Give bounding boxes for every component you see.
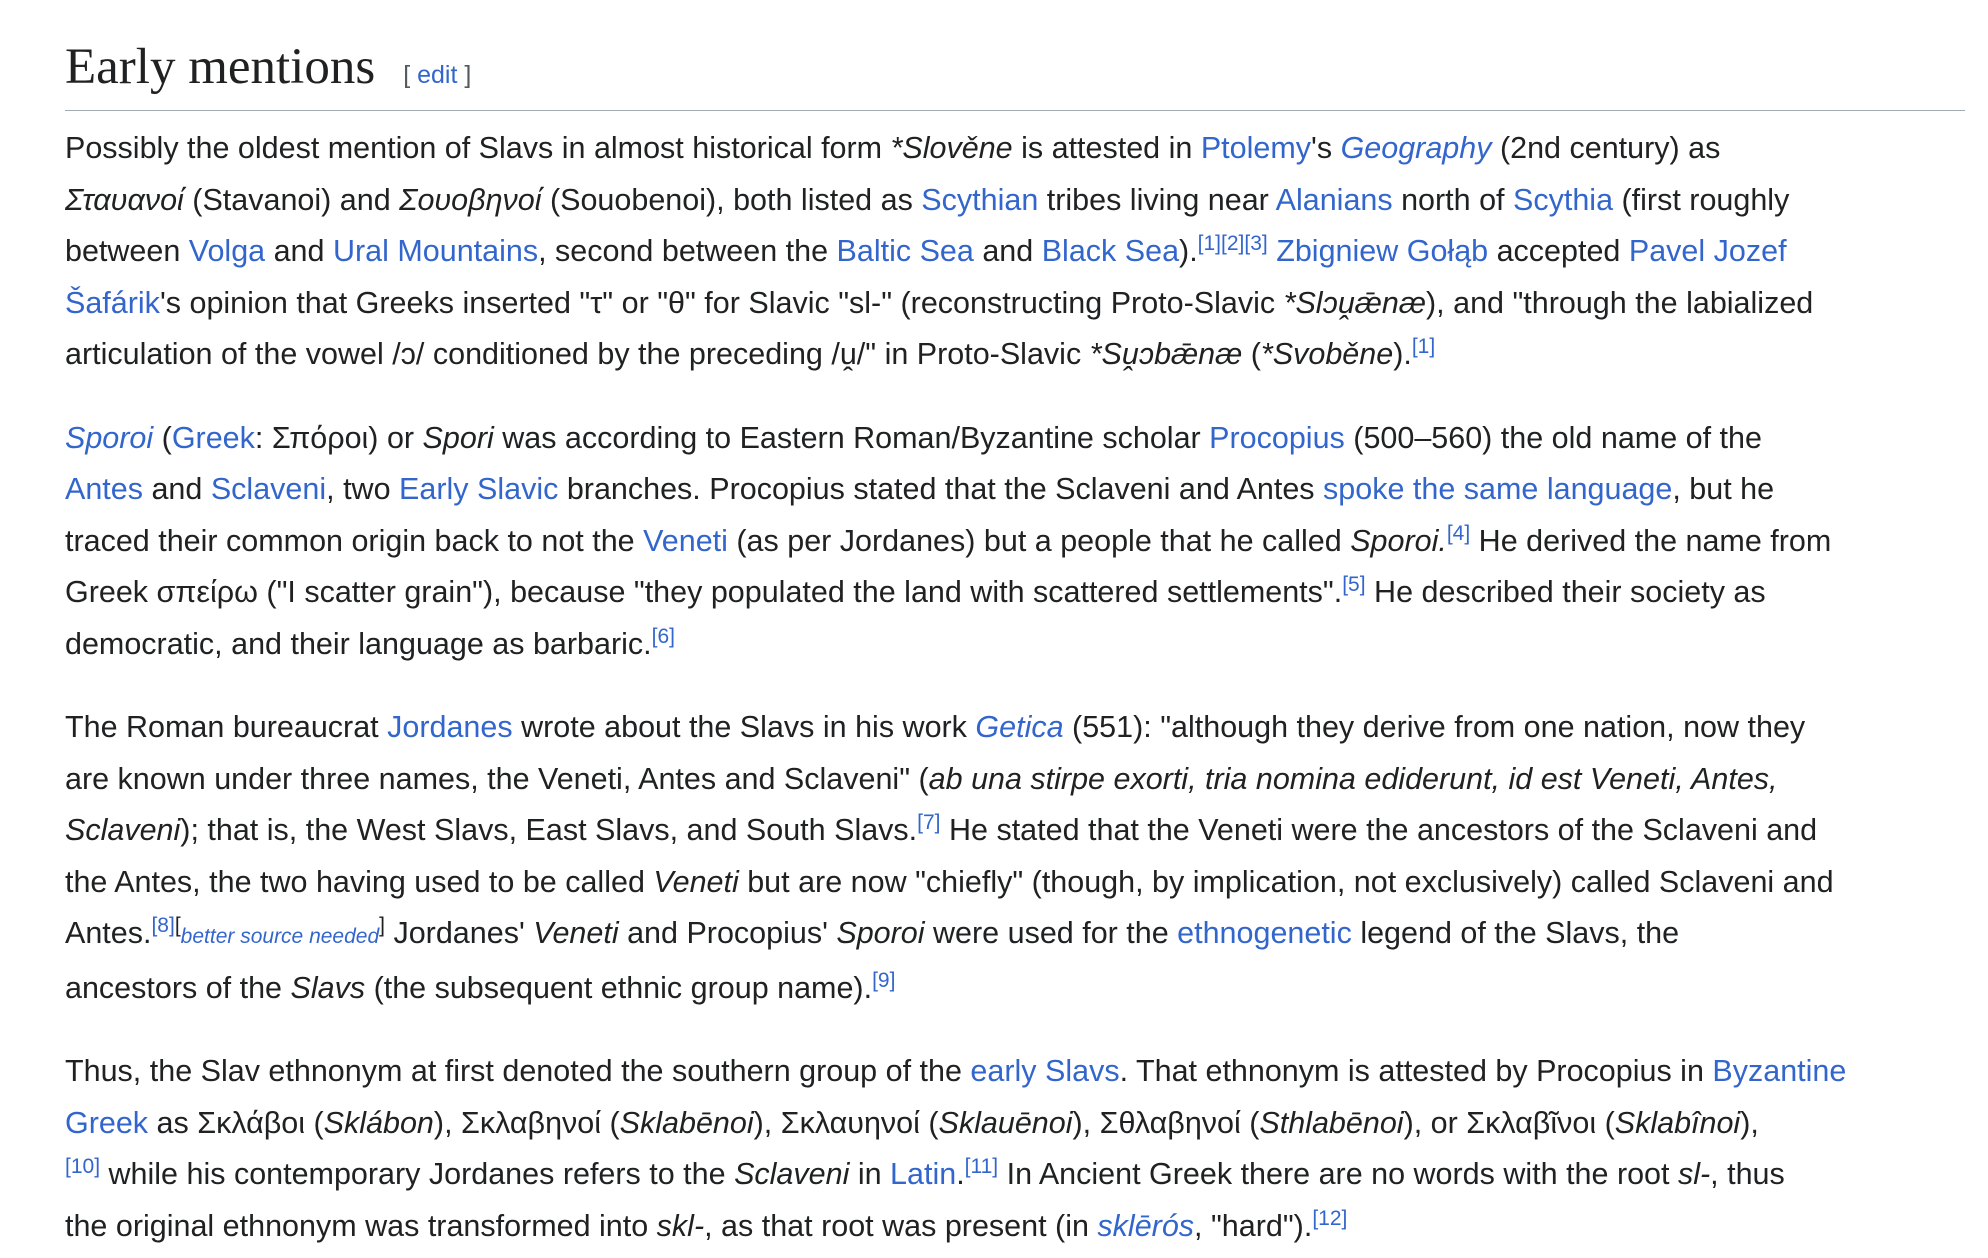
citation-ref[interactable]: [9] (872, 968, 896, 992)
link-volga[interactable]: Volga (188, 234, 266, 269)
paragraph-line: the original ethnonym was transformed into skl-, as that root was present (in sklērós, "hard").[12] (65, 1206, 1348, 1243)
paragraph-3 (65, 702, 1965, 1014)
citation-ref[interactable]: [11] (964, 1155, 999, 1179)
better-source-needed-link[interactable]: better source needed (180, 925, 380, 949)
link-scythia[interactable]: Scythia (1513, 182, 1614, 217)
paragraph-line: Antes and Sclaveni, two Early Slavic branches. Procopius stated that the Sclaveni and Antes spoke the same language, but he (65, 472, 1775, 507)
paragraph-4 (65, 1046, 1965, 1252)
link-byzantine-greek[interactable]: Byzantine (1712, 1054, 1847, 1089)
link-ural-mountains[interactable]: Ural Mountains (332, 234, 539, 269)
paragraph-line: Greek as Σκλάβοι (Sklábon), Σκλαβηνοί (Sklabēnoi), Σκλαυηνοί (Sklauēnoi), Σθλαβηνοί (Sthlabēnoi), or Σκλαβῖνοι (Sklabînoi), (65, 1105, 1759, 1140)
link-pavel-jozef-safarik[interactable]: Pavel Jozef (1628, 234, 1787, 269)
citation-ref[interactable]: [1][2][3] (1197, 232, 1268, 256)
section-title: Early mentions (65, 39, 376, 95)
link-greek[interactable]: Greek (171, 420, 255, 455)
link-same-language[interactable]: spoke the same language (1323, 472, 1673, 507)
link-ptolemy[interactable]: Ptolemy (1200, 131, 1312, 166)
link-alanians[interactable]: Alanians (1275, 182, 1393, 217)
paragraph-line: between Volga and Ural Mountains, second between the Baltic Sea and Black Sea).[1][2][3] Zbigniew Gołąb accepted Pavel Jozef (65, 232, 1787, 269)
paragraph-line: Possibly the oldest mention of Slavs in almost historical form *Slověne is attested in Ptolemy's Geography (2nd century) as (65, 131, 1721, 166)
link-latin[interactable]: Latin (890, 1157, 957, 1192)
paragraph-1 (65, 123, 1965, 381)
paragraph-line: The Roman bureaucrat Jordanes wrote about the Slavs in his work Getica (551): "although they derive from one nation, now they (65, 710, 1806, 745)
link-zbigniew-golab[interactable]: Zbigniew Gołąb (1276, 234, 1489, 269)
link-skleros[interactable]: sklērós (1097, 1208, 1195, 1243)
citation-ref[interactable]: [5] (1342, 573, 1366, 597)
link-ethnogenetic[interactable]: ethnogenetic (1177, 916, 1352, 951)
paragraph-line: [10] while his contemporary Jordanes refers to the Sclaveni in Latin.[11] In Ancient Greek there are no words with the root sl-, thus (65, 1155, 1785, 1192)
link-getica[interactable]: Getica (975, 710, 1064, 745)
link-procopius[interactable]: Procopius (1209, 420, 1345, 455)
citation-ref[interactable]: [7] (917, 811, 941, 835)
paragraph-line: Antes.$^{[8][}$better source needed] Jordanes' Veneti and Procopius' Sporoi were used for the ethnogenetic legend of the Slavs, the (65, 914, 1680, 951)
link-safarik[interactable]: Šafárik (65, 285, 160, 320)
link-black-sea[interactable]: Black Sea (1041, 234, 1180, 269)
link-geography[interactable]: Geography (1340, 131, 1492, 166)
paragraph-line: traced their common origin back to not the Veneti (as per Jordanes) but a people that he called Sporoi.[4] He derived the name from (65, 521, 1832, 558)
paragraph-line: the Antes, the two having used to be called Veneti but are now "chiefly" (though, by implication, not exclusively) called Sclaveni and (65, 864, 1834, 899)
citation-ref[interactable]: [4] (1446, 521, 1471, 545)
paragraph-line: Šafárik's opinion that Greeks inserted "τ" or "θ" for Slavic "sl-" (reconstructing Proto-Slavic *Slɔṷǣnæ), and "through the labialized (65, 285, 1814, 320)
paragraph-line: ancestors of the Slavs (the subsequent ethnic group name).[9] (65, 968, 896, 1005)
citation-ref[interactable]: [12] (1312, 1206, 1348, 1230)
link-sporoi[interactable]: Sporoi (65, 420, 154, 455)
citation-ref[interactable]: [1] (1411, 335, 1436, 359)
link-byzantine-greek-2[interactable]: Greek (65, 1105, 149, 1140)
link-veneti[interactable]: Veneti (643, 523, 728, 558)
link-early-slavic[interactable]: Early Slavic (399, 472, 559, 507)
link-early-slavs[interactable]: early Slavs (970, 1054, 1120, 1089)
paragraph-line: articulation of the vowel /ɔ/ conditioned by the preceding /ṷ/" in Proto-Slavic *Sṷɔbǣnæ (*Svoběne).[1] (65, 335, 1436, 372)
paragraph-line: Thus, the Slav ethnonym at first denoted the southern group of the early Slavs. That ethnonym is attested by Procopius in Byzantine (65, 1054, 1847, 1089)
edit-section: [ edit ] (403, 61, 472, 89)
link-baltic-sea[interactable]: Baltic Sea (836, 234, 974, 269)
link-antes[interactable]: Antes (65, 472, 143, 507)
citation-ref[interactable]: [6] (651, 624, 675, 648)
paragraph-line: Sclaveni); that is, the West Slavs, East Slavs, and South Slavs.[7] He stated that the Veneti were the ancestors of the Sclaveni and (65, 811, 1818, 848)
paragraph-line: Σταυανοί (Stavanoi) and Σουοβηνοί (Souobenoi), both listed as Scythian tribes living near Alanians north of Scythia (first roughly (65, 182, 1790, 217)
citation-ref[interactable]: [8] (151, 914, 175, 938)
paragraph-line: democratic, and their language as barbaric.[6] (65, 624, 675, 661)
edit-link[interactable]: edit (417, 61, 458, 89)
link-sclaveni[interactable]: Sclaveni (210, 472, 327, 507)
paragraph-line: are known under three names, the Veneti, Antes and Sclaveni" (ab una stirpe exorti, tria nomina ediderunt, id est Veneti, Antes, (65, 761, 1778, 796)
article-content (65, 34, 1965, 1252)
paragraph-2 (65, 413, 1965, 671)
link-jordanes[interactable]: Jordanes (387, 710, 513, 745)
section-heading (65, 34, 1965, 111)
paragraph-line: Sporoi (Greek: Σπόροι) or Spori was according to Eastern Roman/Byzantine scholar Procopius (500–560) the old name of the (65, 420, 1762, 455)
paragraph-line: Greek σπείρω ("I scatter grain"), because "they populated the land with scattered settlements".[5] He described their society as (65, 573, 1766, 610)
citation-ref[interactable]: [10] (65, 1155, 101, 1179)
link-scythian[interactable]: Scythian (921, 182, 1039, 217)
